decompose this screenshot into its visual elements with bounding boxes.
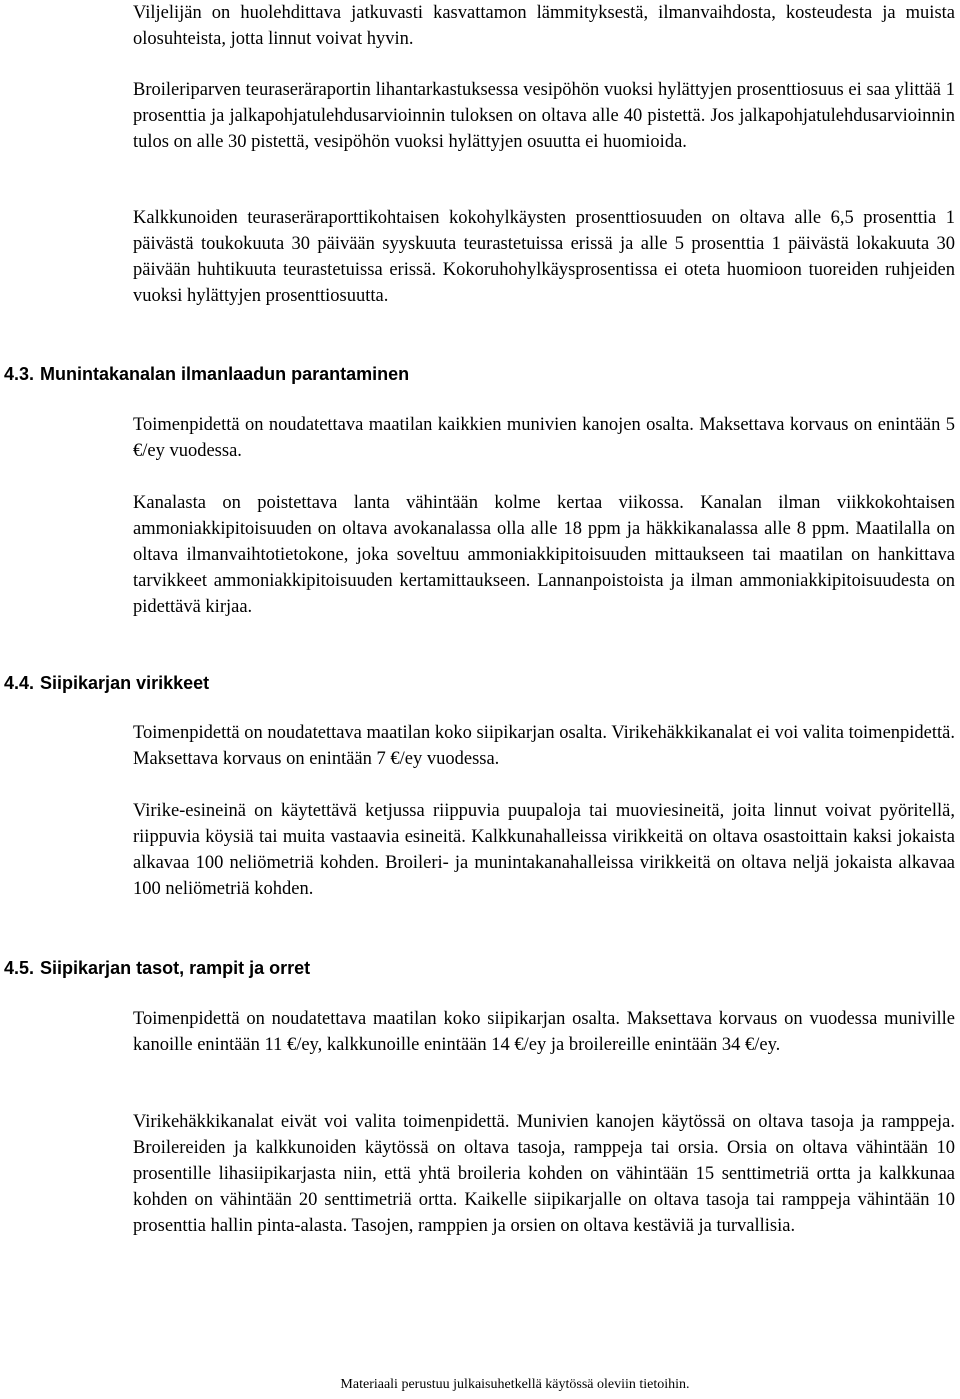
section-4-3-paragraph-2: Kanalasta on poistettava lanta vähintään kolme kertaa viikossa. Kanalan ilman viikkokohtaisen ammoniakkipitoisuuden on oltava avokanalassa olla alle 18 ppm ja häkkikanalassa alle 8 ppm. Maatilalla on oltava ilmanvaihtotietokone, joka soveltuu ammoniakkipitoisuuden mittaukseen tai maatilan on hankittava tarvikkeet ammoniakkipitoisuuden kertamittaukseen. Lannanpoistoista ja ilman ammoniakkipitoisuudesta on pidettävä kirjaa. <box>133 493 955 617</box>
section-number: 4.5. <box>4 958 35 978</box>
section-number: 4.4. <box>4 673 35 693</box>
section-4-5-paragraph-1: Toimenpidettä on noudatettava maatilan koko siipikarjan osalta. Maksettava korvaus on vuodessa muniville kanoille enintään 11 €/ey, kalkkunoille enintään 14 €/ey ja broilereille enintään 34 €/ey. <box>133 1009 955 1055</box>
section-heading-4-3 <box>4 362 409 386</box>
section-4-3-paragraph-1: Toimenpidettä on noudatettava maatilan kaikkien munivien kanojen osalta. Maksettava korvaus on enintään 5 €/ey vuodessa. <box>133 415 955 461</box>
section-title: Siipikarjan tasot, rampit ja orret <box>40 958 311 978</box>
section-title: Munintakanalan ilmanlaadun parantaminen <box>40 364 410 384</box>
section-4-4-paragraph-1: Toimenpidettä on noudatettava maatilan koko siipikarjan osalta. Virikehäkkikanalat ei voi valita toimenpidettä. Maksettava korvaus on enintään 7 €/ey vuodessa. <box>133 723 955 769</box>
page-footer: Materiaali perustuu julkaisuhetkellä käytössä oleviin tietoihin. <box>340 1377 690 1392</box>
section-heading-4-4 <box>4 671 209 695</box>
intro-paragraph-conditions: Viljelijän on huolehdittava jatkuvasti kasvattamon lämmityksestä, ilmanvaihdosta, kosteudesta ja muista olosuhteista, jotta linnut voivat hyvin. <box>133 3 955 49</box>
section-title: Siipikarjan virikkeet <box>40 673 210 693</box>
section-number: 4.3. <box>4 364 35 384</box>
intro-paragraph-broiler-rejections: Broileriparven teuraseräraportin lihantarkastuksessa vesipöhön vuoksi hylättyjen prosenttiosuus ei saa ylittää 1 prosenttia ja jalkapohjatulehdusarvioinnin tuloksen on oltava alle 40 pistettä. Jos jalkapohjatulehdusarvioinnin tulos on alle 30 pistettä, vesipöhön vuoksi hylättyjen osuutta ei huomioida. <box>133 80 955 152</box>
intro-paragraph-turkey-rejections: Kalkkunoiden teuraseräraporttikohtaisen kokohylkäysten prosenttiosuuden on oltava alle 6,5 prosenttia 1 päivästä toukokuuta 30 päivään syyskuuta teurastetuissa erissä ja alle 5 prosenttia 1 päivästä lokakuuta 30 päivään huhtikuuta teurastetuissa erissä. Kokoruhohylkäysprosentissa ei oteta huomioon tuoreiden ruhjeiden vuoksi hylättyjen prosenttiosuutta. <box>133 208 955 306</box>
section-heading-4-5 <box>4 956 310 980</box>
section-4-4-paragraph-2: Virike-esineinä on käytettävä ketjussa riippuvia puupaloja tai muoviesineitä, joita linnut voivat pyöritellä, riippuvia köysiä tai muita vastaavia esineitä. Kalkkunahalleissa virikkeitä on oltava osastoittain kaksi jokaista alkavaa 100 neliömetriä kohden. Broileri- ja munintakanahalleissa virikkeitä on oltava neljä jokaista alkavaa 100 neliömetriä kohden. <box>133 801 955 899</box>
section-4-5-paragraph-2: Virikehäkkikanalat eivät voi valita toimenpidettä. Munivien kanojen käytössä on oltava tasoja ja ramppeja. Broilereiden ja kalkkunoiden käytössä on oltava tasoja, ramppeja tai orsia. Orsia on oltava vähintään 10 prosentille lihasiipikarjasta niin, että yhtä broileria kohden on vähintään 15 senttimetriä ortta ja kalkkunaa kohden on vähintään 20 senttimetriä ortta. Kaikelle siipikarjalle on oltava tasoja tai ramppeja vähintään 10 prosenttia hallin pinta-alasta. Tasojen, ramppien ja orsien on oltava kestäviä ja turvallisia. <box>133 1112 955 1236</box>
